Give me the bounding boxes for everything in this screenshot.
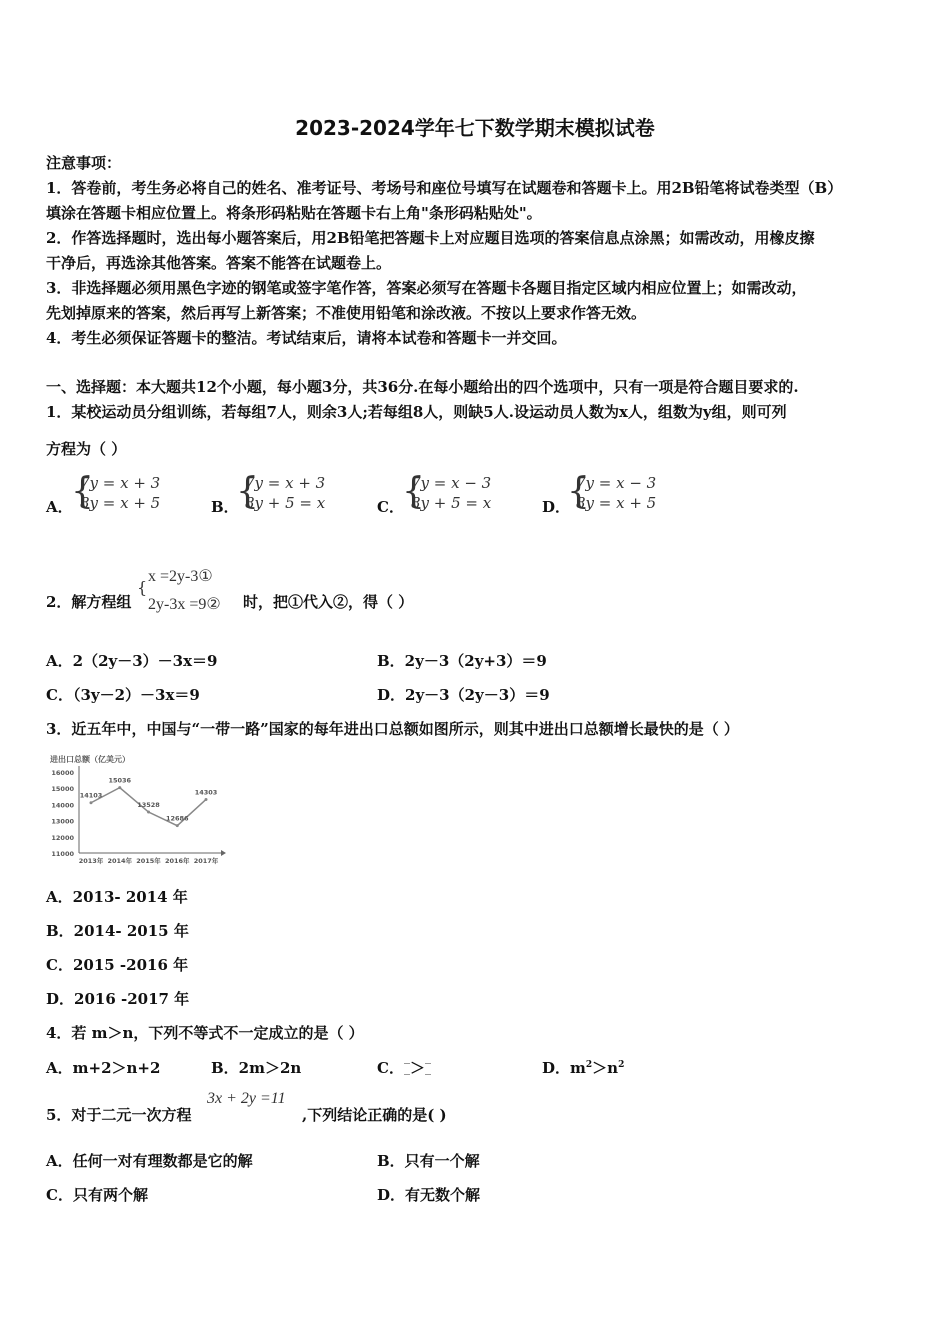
data-label: 14303	[194, 788, 218, 797]
x-axis-arrow	[221, 850, 226, 856]
x-tick-label: 2013年	[78, 857, 104, 865]
q5-option-a: A．任何一对有理数都是它的解	[46, 1152, 253, 1170]
q1-a-eq2: 8y = x + 5	[80, 494, 161, 512]
q2-option-a: A．2（2y－3）－3x＝9	[46, 652, 218, 670]
q1-d-eq2: 8y = x + 5	[576, 494, 657, 512]
x-tick-label: 2017年	[193, 857, 219, 865]
y-tick-label: 12000	[51, 833, 74, 842]
q3-option-b: B．2014- 2015 年	[46, 922, 189, 940]
q1-b-eq1: 7y = x + 3	[245, 474, 326, 492]
q4-option-a: A．m+2＞n+2	[46, 1059, 161, 1077]
q2-eq1: x =2y-3①	[148, 568, 213, 585]
q4-option-d-label: D．m	[542, 1059, 586, 1077]
data-point	[147, 811, 150, 814]
notice-heading: 注意事项：	[46, 154, 122, 172]
q1-c-eq2: 8y + 5 = x	[411, 494, 492, 512]
notice-line: 1．答卷前，考生务必将自己的姓名、准考证号、考场号和座位号填写在试题卷和答题卡上。用2B铅笔将试卷类型（B）	[46, 179, 843, 197]
q2-option-b: B．2y－3（2y+3）＝9	[377, 652, 547, 670]
notice-line: 先划掉原来的答案，然后再写上新答案；不准使用铅笔和涂改液。不按以上要求作答无效。	[46, 304, 647, 322]
brace-icon: {	[236, 471, 259, 512]
q1-a-eq1: 7y = x + 3	[80, 474, 161, 492]
q1-stem: 1．某校运动员分组训练，若每组7人，则余3人;若每组8人，则缺5人.设运动员人数为x人，组数为y组，则可列	[46, 403, 787, 421]
q4-option-d-mid: ＞n	[592, 1059, 619, 1077]
data-point	[90, 801, 93, 804]
q1-d-eq1: 7y = x − 3	[576, 474, 657, 492]
data-point	[176, 824, 179, 827]
q2-option-c: C．（3y－2）－3x＝9	[46, 686, 200, 704]
q2-option-d: D．2y－3（2y－3）＝9	[377, 686, 550, 704]
q3-option-a: A．2013- 2014 年	[46, 888, 188, 906]
q4-option-c-label: C．	[377, 1059, 404, 1077]
superscript: 2	[618, 1060, 625, 1070]
notice-line: 填涂在答题卡相应位置上。将条形码粘贴在答题卡右上角"条形码粘贴处"。	[46, 204, 542, 222]
y-tick-label: 14000	[51, 801, 74, 810]
x-tick-label: 2016年	[164, 857, 190, 865]
chart-title: 进出口总额（亿美元）	[50, 755, 130, 764]
q5-prefix: 5．对于二元一次方程	[46, 1106, 192, 1124]
y-tick-label: 15000	[51, 785, 74, 794]
brace-icon: {	[402, 471, 425, 512]
q1-option-c-label: C．	[377, 498, 404, 516]
data-label: 12686	[165, 814, 189, 823]
section-heading: 一、选择题：本大题共12个小题，每小题3分，共36分.在每小题给出的四个选项中，只有一项是符合题目要求的.	[46, 378, 799, 396]
q1-option-a-label: A．	[46, 498, 73, 516]
notice-line: 干净后，再选涂其他答案。答案不能答在试题卷上。	[46, 254, 392, 272]
brace-icon: {	[567, 471, 590, 512]
q5-equation: 3x + 2y =11	[207, 1090, 286, 1107]
line-chart	[46, 750, 236, 870]
data-label: 13528	[137, 801, 160, 810]
q2-eq2: 2y-3x =9②	[148, 596, 221, 613]
q1-stem-2: 方程为（ ）	[46, 440, 127, 458]
brace-icon: {	[71, 471, 94, 512]
brace-icon: {	[137, 578, 148, 597]
q5-option-b: B．只有一个解	[377, 1152, 480, 1170]
q2-prefix: 2．解方程组	[46, 593, 132, 611]
data-point	[205, 798, 208, 801]
q1-option-b-label: B．	[211, 498, 239, 516]
q3-option-c: C．2015 -2016 年	[46, 956, 189, 974]
data-label: 15036	[108, 776, 132, 785]
fraction-icon	[425, 1063, 431, 1075]
superscript: 2	[585, 1060, 593, 1070]
notice-line: 3．非选择题必须用黑色字迹的钢笔或签字笔作答，答案必须写在答题卡各题目指定区域内相应位置上；如需改动，	[46, 279, 807, 297]
q5-suffix: ,下列结论正确的是( )	[302, 1106, 447, 1124]
data-point	[118, 786, 121, 789]
q1-c-eq1: 7y = x − 3	[411, 474, 492, 492]
q1-option-d-label: D．	[542, 498, 571, 516]
q2-suffix: 时，把①代入②，得（ ）	[243, 593, 414, 611]
q5-option-c: C．只有两个解	[46, 1186, 148, 1204]
x-tick-label: 2014年	[107, 857, 133, 865]
q4-option-c	[377, 1057, 431, 1078]
x-tick-label: 2015年	[136, 857, 161, 865]
q3-option-d: D．2016 -2017 年	[46, 990, 190, 1008]
q4-stem: 4．若 m＞n，下列不等式不一定成立的是（ ）	[46, 1024, 364, 1042]
notice-line: 4．考生必须保证答题卡的整洁。考试结束后，请将本试卷和答题卡一并交回。	[46, 329, 567, 347]
q4-option-b: B．2m＞2n	[211, 1059, 302, 1077]
page-title: 2023-2024学年七下数学期末模拟试卷	[295, 116, 655, 140]
q1-b-eq2: 8y + 5 = x	[245, 494, 326, 512]
y-tick-label: 16000	[51, 769, 74, 777]
q4-option-d	[542, 1057, 624, 1078]
y-tick-label: 13000	[51, 817, 74, 826]
y-tick-label: 11000	[51, 850, 74, 858]
q5-option-d: D．有无数个解	[377, 1186, 481, 1204]
q3-stem: 3．近五年中，中国与“一带一路”国家的每年进出口总额如图所示，则其中进出口总额增长最快的是（ ）	[46, 720, 739, 738]
data-label: 14103	[79, 791, 103, 800]
notice-line: 2．作答选择题时，选出每小题答案后，用2B铅笔把答题卡上对应题目选项的答案信息点涂黑；如需改动，用橡皮擦	[46, 229, 815, 247]
q4-option-c-symbol: ＞	[409, 1059, 425, 1077]
